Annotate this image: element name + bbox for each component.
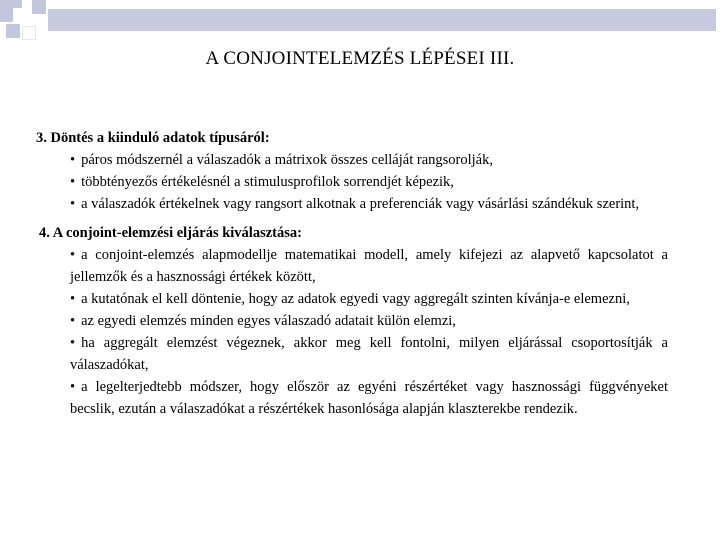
bullet-icon: •: [70, 174, 76, 190]
slide-body: [36, 127, 668, 420]
decor-square: [22, 26, 36, 40]
bullet-icon: •: [70, 335, 76, 351]
bullet-item: [70, 288, 668, 310]
bullet-text: a kutatónak el kell döntenie, hogy az adatok egyedi vagy aggregált szinten kívánja-e elemezni,: [81, 291, 630, 307]
bullet-item: [70, 244, 668, 288]
bullet-item: [70, 310, 668, 332]
bullet-item: [70, 376, 668, 420]
bullet-text: páros módszernél a válaszadók a mátrixok összes celláját rangsorolják,: [81, 152, 493, 168]
slide-title: A CONJOINTELEMZÉS LÉPÉSEI III.: [205, 48, 515, 69]
bullet-text: többtényezős értékelésnél a stimulusprofilok sorrendjét képezik,: [81, 174, 454, 190]
header-bar: [48, 9, 716, 31]
bullet-icon: •: [70, 379, 76, 395]
bullet-text: a válaszadók értékelnek vagy rangsort alkotnak a preferenciák vagy vásárlási szándékuk szerint,: [81, 196, 640, 212]
bullet-item: [70, 171, 668, 193]
bullet-icon: •: [70, 247, 76, 263]
decor-square: [6, 24, 20, 38]
bullet-icon: •: [70, 152, 76, 168]
decor-square: [32, 0, 46, 14]
bullet-text: a conjoint-elemzés alapmodellje matematikai modell, amely kifejezi az alapvető kapcsolatot a jellemzők és a hasznossági értékek között,: [70, 247, 668, 285]
bullet-item: [70, 149, 668, 171]
bullet-icon: •: [70, 196, 76, 212]
section-heading: 4. A conjoint-elemzési eljárás kiválasztása:: [39, 225, 302, 241]
bullet-icon: •: [70, 291, 76, 307]
decor-square: [13, 8, 30, 25]
bullet-text: a legelterjedtebb módszer, hogy először az egyéni részértéket vagy hasznossági függvényeket becslik, ezután a válaszadókat a részértékek hasonlósága alapján klaszterekbe rendezik.: [70, 379, 668, 417]
bullet-text: ha aggregált elemzést végeznek, akkor meg kell fontolni, milyen eljárással csoportosítják a válaszadókat,: [70, 335, 668, 373]
bullet-item: [70, 332, 668, 376]
bullet-text: az egyedi elemzés minden egyes válaszadó adatait külön elemzi,: [81, 313, 456, 329]
section-data-type: [36, 127, 668, 215]
bullet-item: [70, 193, 668, 215]
section-heading: 3. Döntés a kiinduló adatok típusáról:: [36, 130, 270, 146]
bullet-icon: •: [70, 313, 76, 329]
section-procedure: [36, 222, 668, 420]
